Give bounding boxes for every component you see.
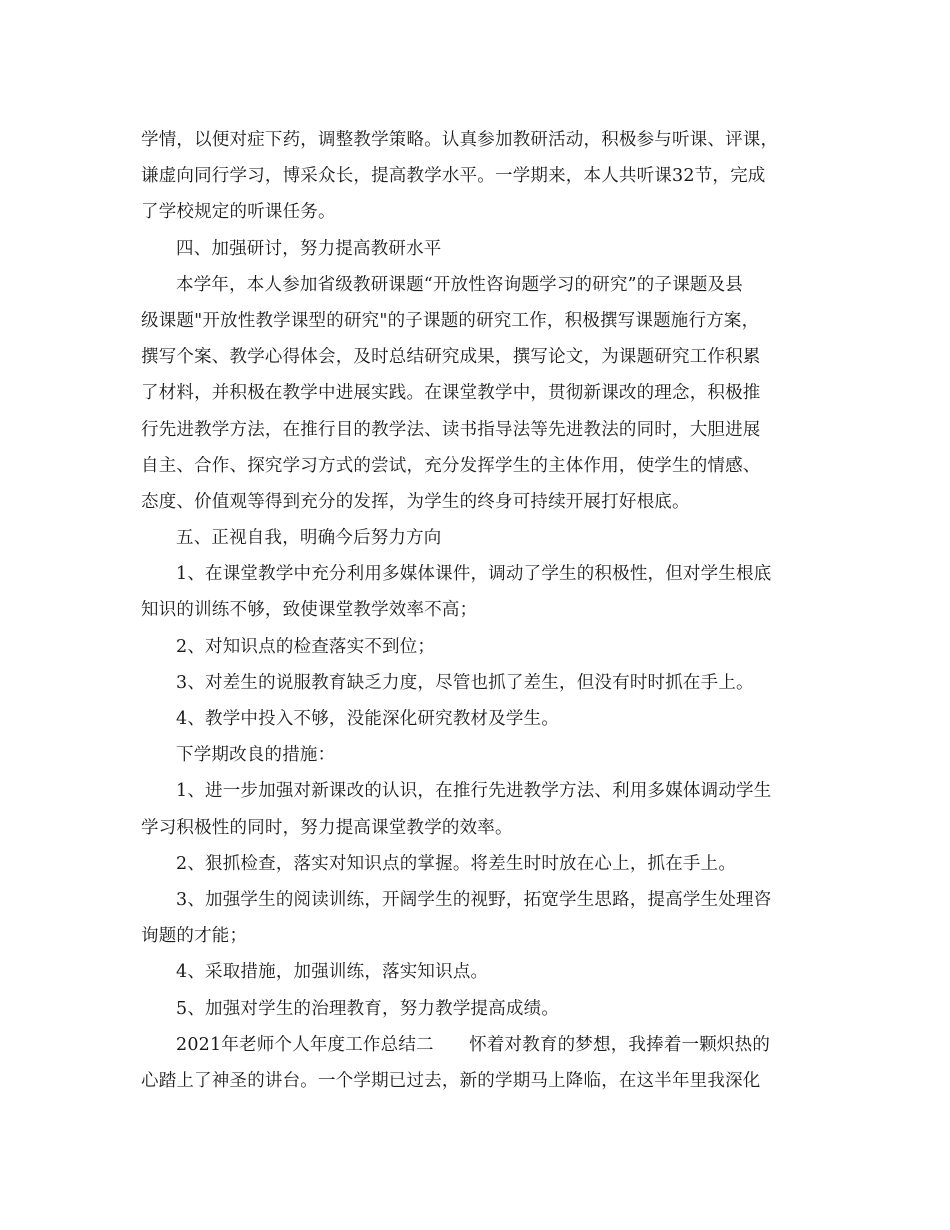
text-line: 1、在课堂教学中充分利用多媒体课件，调动了学生的积极性，但对学生根底 — [176, 564, 772, 585]
text-line: 4、采取措施，加强训练，落实知识点。 — [176, 962, 489, 983]
text-line: 下学期改良的措施： — [176, 745, 336, 766]
text-line: 谦虚向同行学习，博采众长，提高教学水平。一学期来，本人共听课32节，完成 — [141, 166, 766, 187]
text-line: 自主、合作、探究学习方式的尝试，充分发挥学生的主体作用，使学生的情感、 — [141, 455, 761, 476]
document-body — [141, 122, 809, 1099]
text-line: 3、加强学生的阅读训练，开阔学生的视野，拓宽学生思路，提高学生处理咨 — [176, 889, 772, 910]
text-line: 本学年，本人参加省级教研课题“开放性咨询题学习的研究”的子课题及县 — [176, 274, 743, 295]
text-line: 五、正视自我，明确今后努力方向 — [176, 528, 442, 549]
text-line: 了学校规定的听课任务。 — [141, 202, 336, 223]
text-line: 4、教学中投入不够，没能深化研究教材及学生。 — [176, 709, 560, 729]
text-line: 四、加强研讨，努力提高教研水平 — [176, 238, 442, 259]
text-line: 撰写个案、教学心得体会，及时总结研究成果，撰写论文，为课题研究工作积累 — [141, 347, 761, 368]
text-line: 2、对知识点的检查落实不到位； — [176, 636, 436, 657]
text-line: 了材料，并积极在教学中进展实践。在课堂教学中，贯彻新课改的理念，积极推 — [141, 383, 761, 404]
text-line: 心踏上了神圣的讲台。一个学期已过去，新的学期马上降临，在这半年里我深化 — [141, 1070, 761, 1091]
text-line: 1、进一步加强对新课改的认识，在推行先进教学方法、利用多媒体调动学生 — [176, 781, 772, 802]
text-line: 询题的才能； — [141, 926, 248, 947]
text-line: 5、加强对学生的治理教育，努力教学提高成绩。 — [176, 998, 560, 1019]
text-line: 2、狠抓检查，落实对知识点的掌握。将差生时时放在心上，抓在手上。 — [176, 853, 737, 874]
text-line: 2021年老师个人年度工作总结二 怀着对教育的梦想，我捧着一颗炽热的 — [176, 1034, 771, 1055]
text-line: 学习积极性的同时，努力提高课堂教学的效率。 — [141, 817, 513, 838]
text-line: 知识的训练不够，致使课堂教学效率不高； — [141, 600, 478, 621]
text-line: 行先进教学方法，在推行目的教学法、读书指导法等先进教法的同时，大胆进展 — [141, 419, 761, 440]
text-line: 学情，以便对症下药，调整教学策略。认真参加教研活动，积极参与听课、评课， — [141, 130, 779, 150]
text-line: 级课题"开放性教学课型的研究"的子课题的研究工作，积极撰写课题施行方案， — [141, 310, 760, 331]
text-line: 3、对差生的说服教育缺乏力度，尽管也抓了差生，但没有时时抓在手上。 — [176, 672, 754, 693]
text-line: 态度、价值观等得到充分的发挥，为学生的终身可持续开展打好根底。 — [141, 491, 690, 512]
